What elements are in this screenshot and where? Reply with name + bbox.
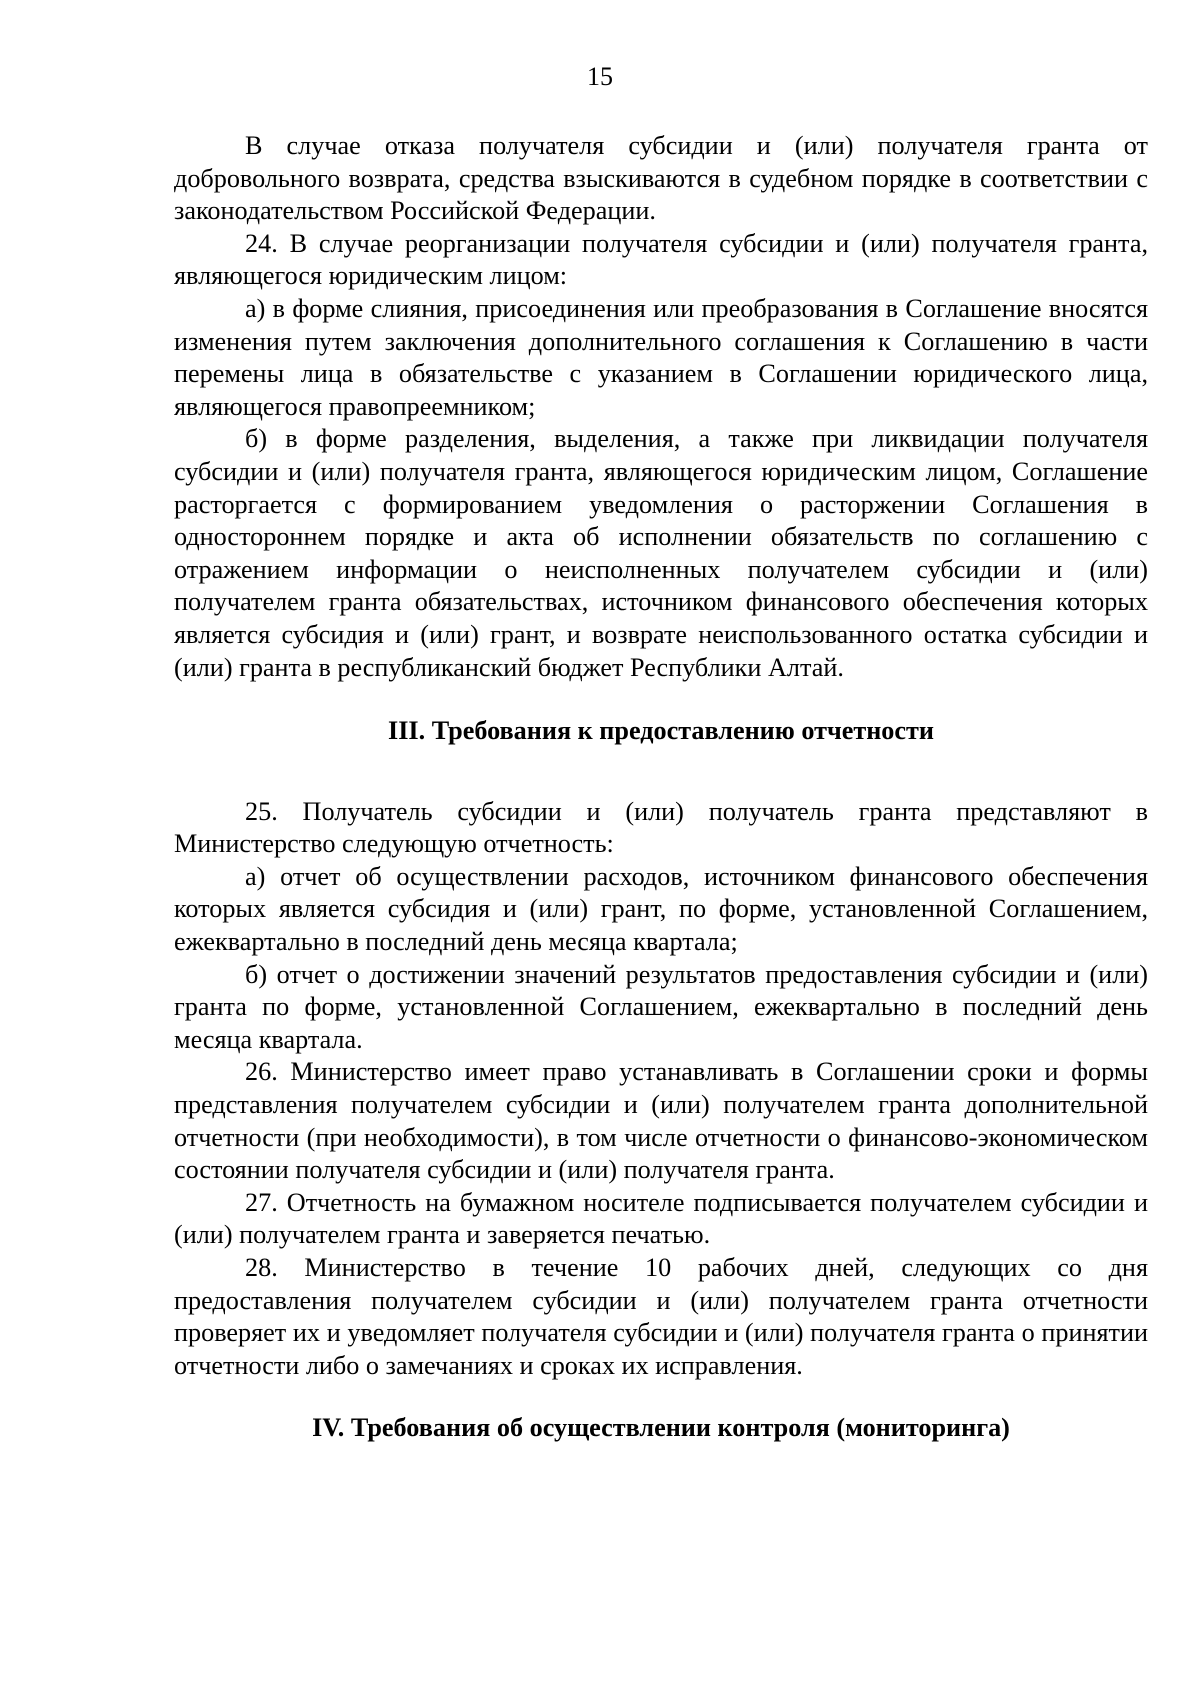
paragraph-24: 24. В случае реорганизации получателя субсидии и (или) получателя гранта, являющегося юридическим лицом: [174,228,1148,291]
paragraph-28: 28. Министерство в течение 10 рабочих дней, следующих со дня предоставления получателем субсидии и (или) получателем гранта отчетности проверяет их и уведомляет получателя субсидии и (или) получателя гранта о принятии отчетности либо о замечаниях и сроках их исправления. [174,1253,1148,1380]
page-number: 15 [587,62,613,91]
paragraph-25-a: а) отчет об осуществлении расходов, источником финансового обеспечения которых является субсидия и (или) грант, по форме, установленной Соглашением, ежеквартально в последний день месяца квартала; [174,861,1148,957]
document-body [174,130,1148,1445]
paragraph-refund-court: В случае отказа получателя субсидии и (или) получателя гранта от добровольного возврата, средства взыскиваются в судебном порядке в соответствии с законодательством Российской Федерации. [174,131,1148,226]
paragraph-26: 26. Министерство имеет право устанавливать в Соглашении сроки и формы представления получателем субсидии и (или) получателем гранта дополнительной отчетности (при необходимости), в том числе отчетности о финансово-экономическом состоянии получателя субсидии и (или) получателя гранта. [174,1057,1148,1185]
section-heading-iii: III. Требования к предоставлению отчетности [388,716,934,746]
paragraph-24-b: б) в форме разделения, выделения, а также при ликвидации получателя субсидии и (или) получателя гранта, являющегося юридическим лицом, Соглашение расторгается с формированием уведомления о расторжении Соглашения в одностороннем порядке и акта об исполнении обязательств по соглашению с отражением информации о неисполненных получателем субсидии и (или) получателем гранта обязательствах, источником финансового обеспечения которых является субсидия и (или) грант, и возврате неиспользованного остатка субсидии и (или) гранта в республиканский бюджет Республики Алтай. [174,424,1148,682]
paragraph-27: 27. Отчетность на бумажном носителе подписывается получателем субсидии и (или) получателем гранта и заверяется печатью. [174,1187,1148,1250]
paragraph-25-b: б) отчет о достижении значений результатов предоставления субсидии и (или) гранта по форме, установленной Соглашением, ежеквартально в последний день месяца квартала. [174,959,1148,1054]
paragraph-25: 25. Получатель субсидии и (или) получатель гранта представляют в Министерство следующую отчетность: [174,796,1148,859]
paragraph-24-a: а) в форме слияния, присоединения или преобразования в Соглашение вносятся изменения путем заключения дополнительного соглашения к Соглашению в части перемены лица в обязательстве с указанием в Соглашении юридического лица, являющегося правопреемником; [174,293,1148,421]
section-heading-iv: IV. Требования об осуществлении контроля (мониторинга) [312,1413,1010,1443]
